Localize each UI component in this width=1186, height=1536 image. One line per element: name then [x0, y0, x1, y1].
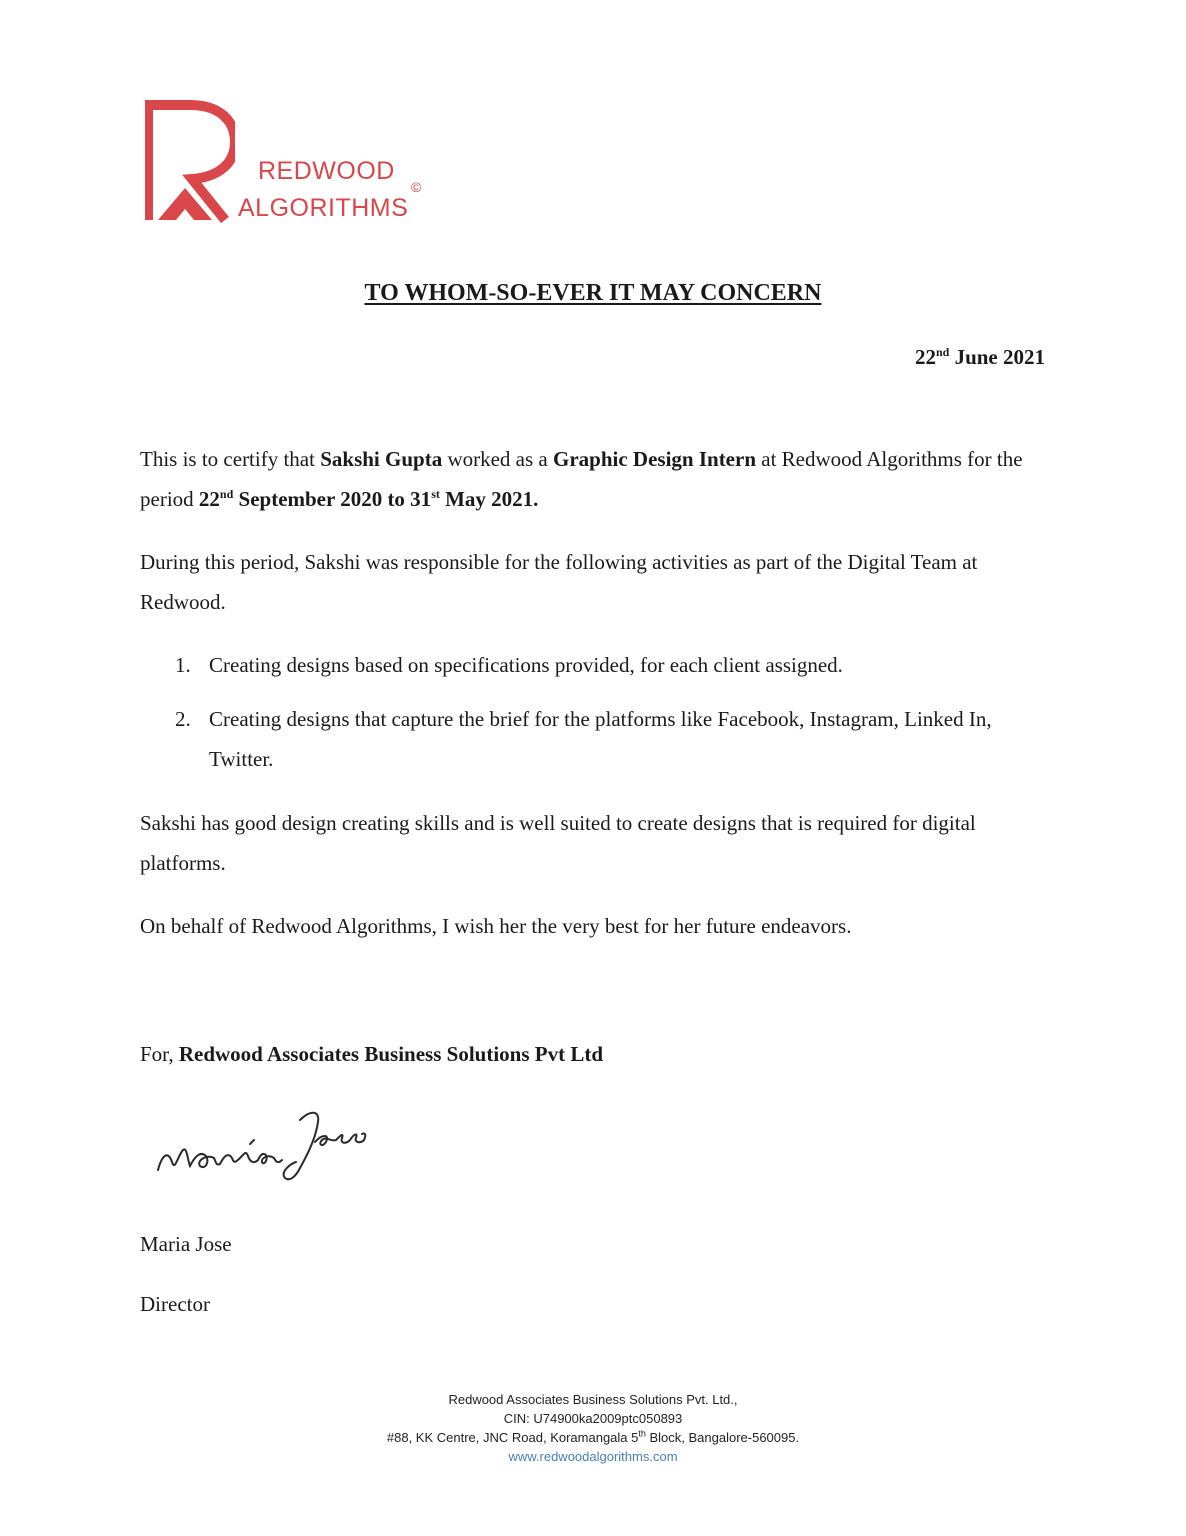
intern-role: Graphic Design Intern	[553, 447, 757, 471]
letter-date: 22nd June 2021	[914, 345, 1045, 369]
list-text: Creating designs based on specifications provided, for each client assigned.	[209, 653, 843, 677]
footer-website-link[interactable]: www.redwoodalgorithms.com	[508, 1449, 678, 1464]
logo-line1: REDWOOD	[258, 157, 395, 185]
letter-heading: TO WHOM-SO-EVER IT MAY CONCERN	[364, 280, 822, 306]
list-item	[140, 699, 1040, 779]
logo-line2: ALGORITHMS	[238, 194, 409, 222]
sign-off: For, Redwood Associates Business Solutions Pvt Ltd	[140, 1042, 604, 1066]
signer-title: Director	[140, 1292, 210, 1316]
internship-period: 22nd September 2020 to 31st May 2021.	[198, 487, 539, 511]
list-number: 1.	[175, 653, 191, 677]
certification-paragraph: This is to certify that Sakshi Gupta worked as a Graphic Design Intern at Redwood Algorithms for the period 22nd September 2020 to 31st May 2021.	[140, 447, 1023, 511]
list-item	[140, 645, 1040, 685]
footer-address: #88, KK Centre, JNC Road, Koramangala 5th Block, Bangalore-560095.	[386, 1428, 800, 1445]
list-text: Creating designs that capture the brief for the platforms like Facebook, Instagram, Linked In, Twitter.	[209, 707, 992, 771]
activities-list	[140, 645, 1040, 793]
company-name: Redwood Associates Business Solutions Pvt Ltd	[178, 1042, 604, 1066]
company-logo	[145, 100, 445, 230]
handwritten-signature	[150, 1100, 370, 1195]
letter-footer	[0, 1390, 1186, 1466]
footer-cin: CIN: U74900ka2009ptc050893	[503, 1411, 683, 1426]
wishes-paragraph: On behalf of Redwood Algorithms, I wish her the very best for her future endeavors.	[140, 914, 852, 938]
signer-name: Maria Jose	[140, 1232, 232, 1256]
skills-paragraph: Sakshi has good design creating skills and is well suited to create designs that is required for digital platforms.	[140, 811, 976, 875]
intern-name: Sakshi Gupta	[320, 447, 443, 471]
responsibilities-intro: During this period, Sakshi was responsible for the following activities as part of the Digital Team at Redwood.	[140, 550, 978, 614]
logo-r-mark	[145, 100, 235, 225]
list-number: 2.	[175, 707, 191, 731]
footer-company: Redwood Associates Business Solutions Pvt. Ltd.,	[448, 1392, 738, 1407]
logo-copyright-mark: ©	[411, 179, 422, 195]
